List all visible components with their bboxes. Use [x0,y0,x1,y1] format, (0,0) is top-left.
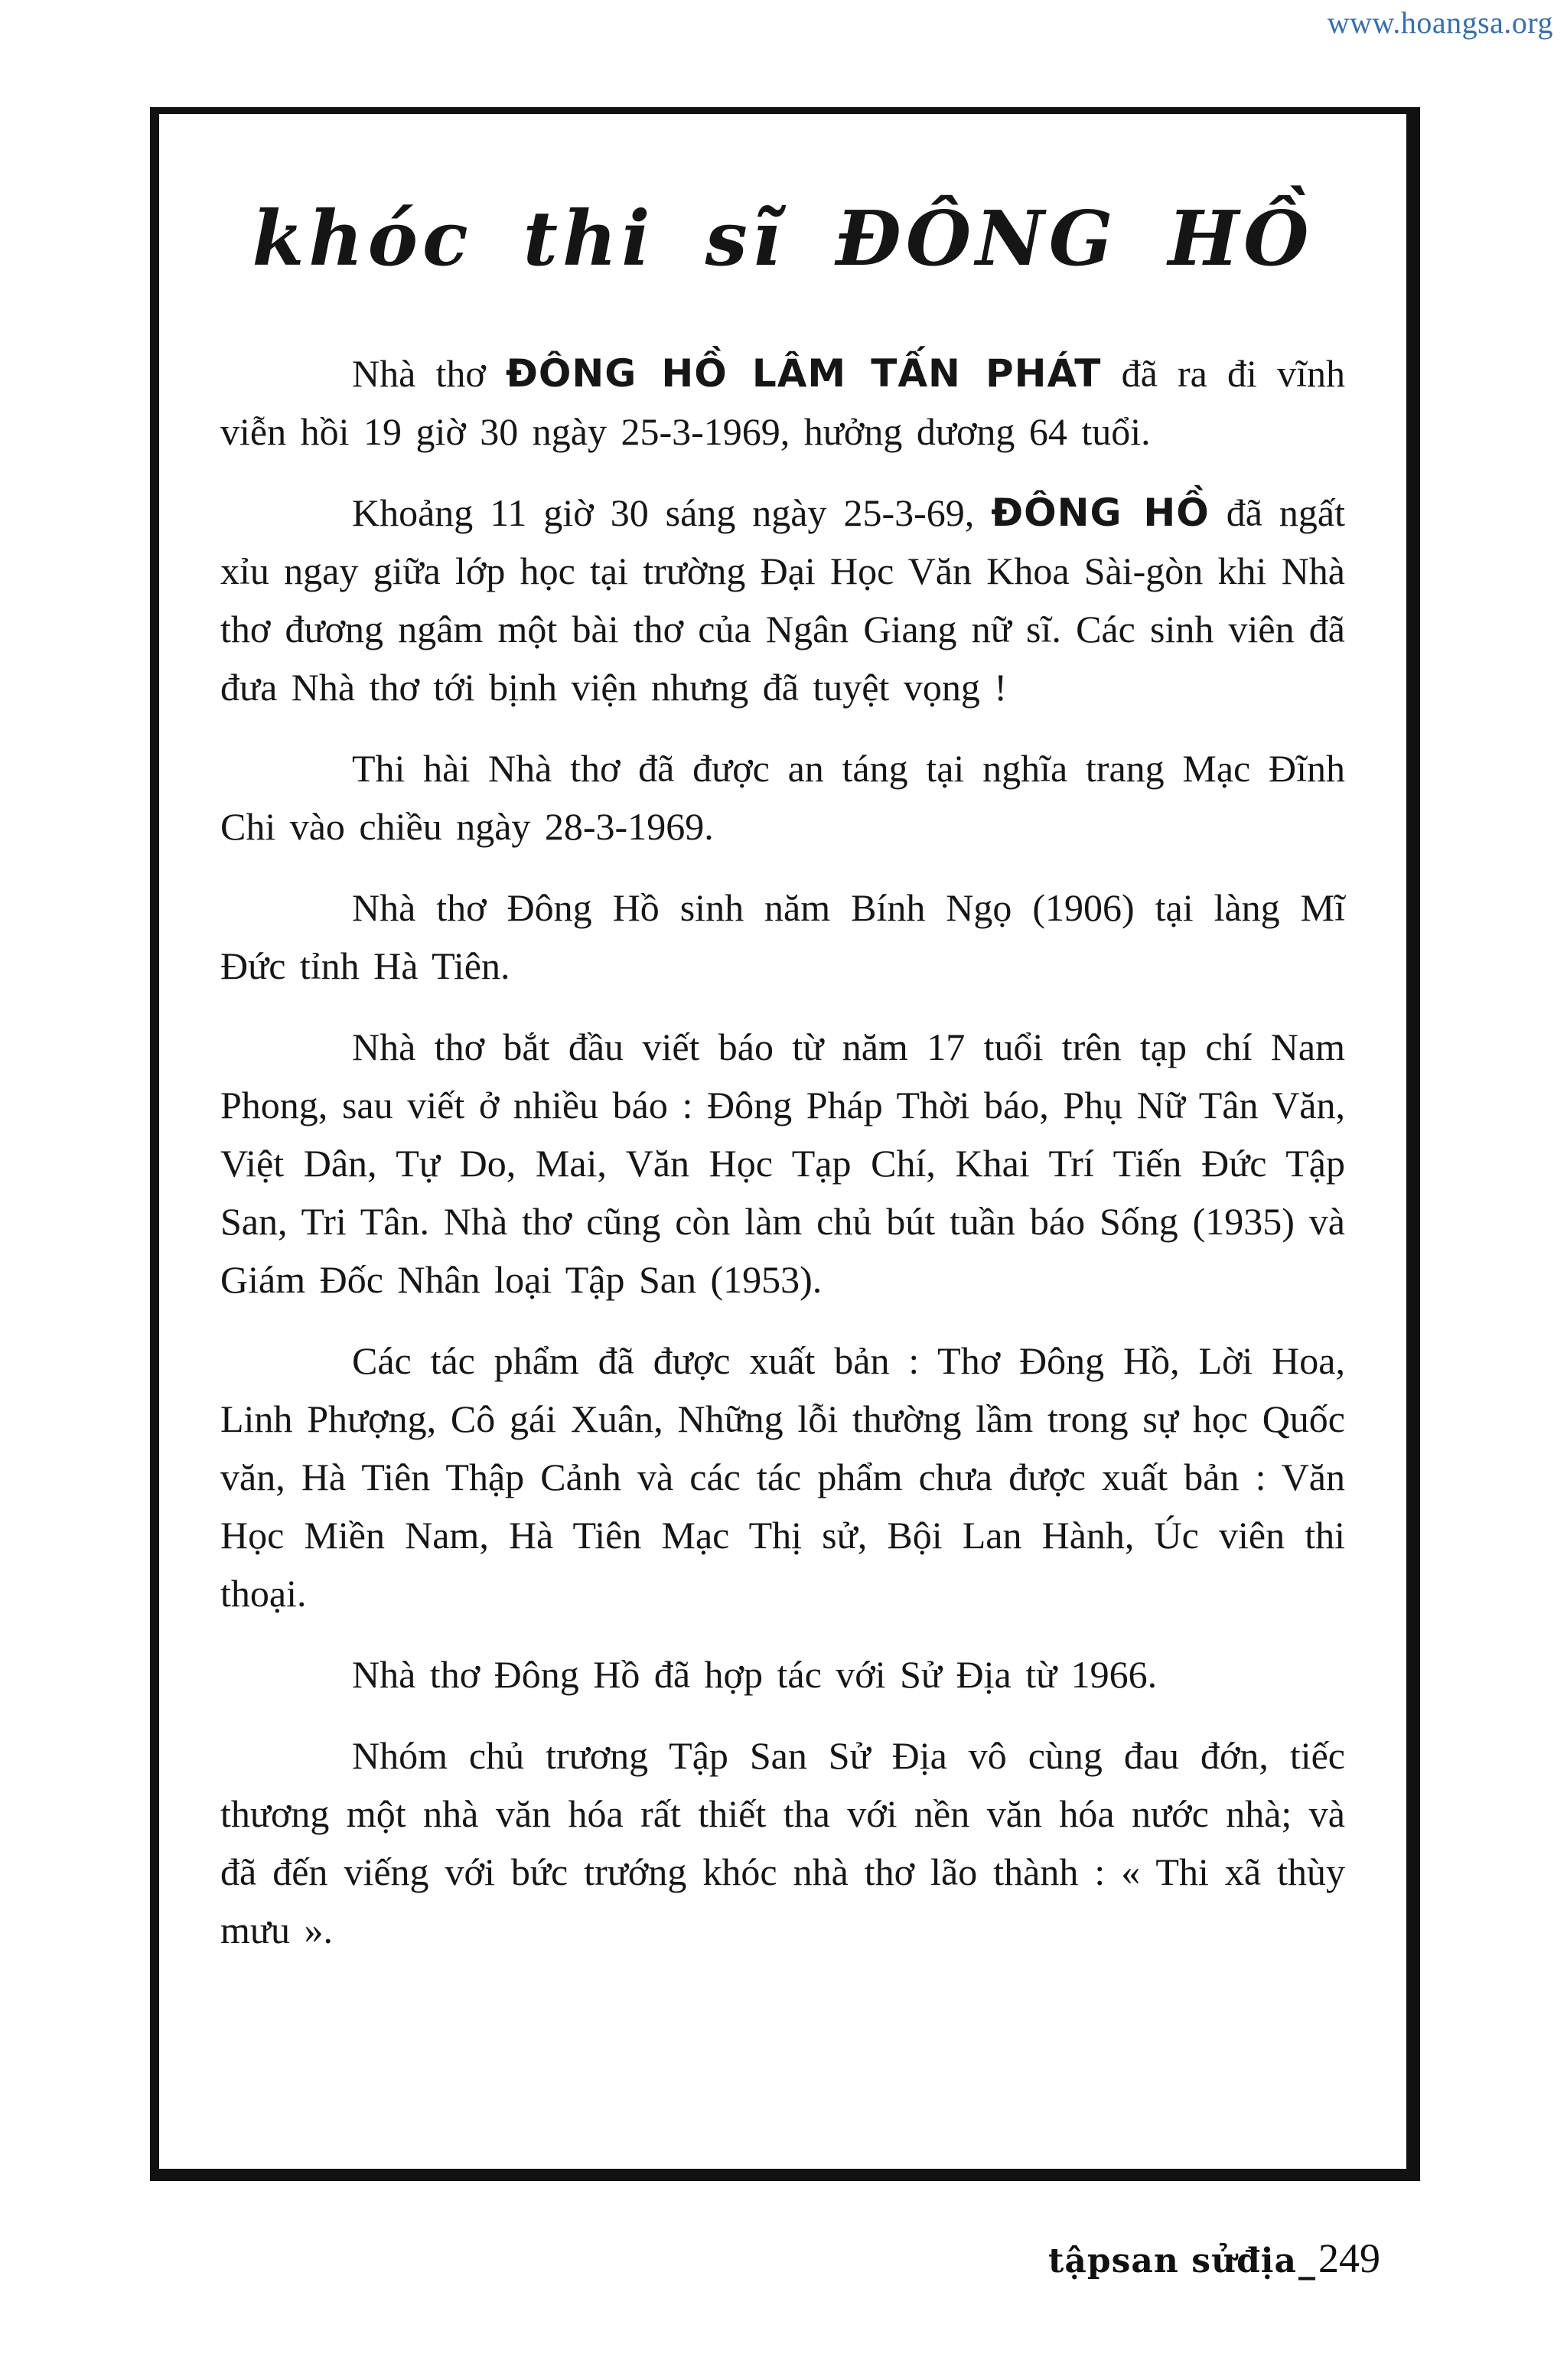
paragraph-text: Khoảng 11 giờ 30 sáng ngày 25-3-69, [352,491,992,534]
article-title: khóc thi sĩ ĐÔNG HỒ [252,195,1314,283]
article-body [220,344,1345,1959]
paragraph-collaboration: Nhà thơ Đông Hồ đã hợp tác với Sử Địa từ 1966. [352,1653,1158,1696]
paragraph-death-announcement [220,344,1345,461]
paragraph-text: Nhà thơ [352,352,507,395]
paragraph-burial: Thi hài Nhà thơ đã được an táng tại nghĩa trang Mạc Đĩnh Chi vào chiều ngày 28-3-1969. [220,747,1345,848]
paragraph-career: Nhà thơ bắt đầu viết báo từ năm 17 tuổi trên tạp chí Nam Phong, sau viết ở nhiều báo : Đông Pháp Thời báo, Phụ Nữ Tân Văn, Việt Dân, Tự Do, Mai, Văn Học Tạp Chí, Khai Trí Tiến Đức Tập San, Tri Tân. Nhà thơ cũng còn làm chủ bút tuần báo Sống (1935) và Giám Đốc Nhân loại Tập San (1953). [220,1025,1345,1301]
poet-full-name: ĐÔNG HỒ LÂM TẤN PHÁT [506,351,1102,396]
footer-separator: _ [1298,2241,1315,2281]
paragraph-collapse [220,484,1345,716]
paragraph-text: đã ra đi vĩnh viễn hồi 19 giờ 30 ngày 25-3-1969, hưởng dương 64 tuổi. [220,352,1345,453]
article-content [220,114,1345,1982]
article-frame [150,107,1420,2181]
site-url-link[interactable]: www.hoangsa.org [1327,5,1553,40]
poet-name: ĐÔNG HỒ [991,491,1210,535]
paragraph-condolence: Nhóm chủ trương Tập San Sử Địa vô cùng đau đớn, tiếc thương một nhà văn hóa rất thiết tha với nền văn hóa nước nhà; và đã đến viếng với bức trướng khóc nhà thơ lão thành : « Thi xã thùy mưu ». [220,1734,1345,1951]
paragraph-works: Các tác phẩm đã được xuất bản : Thơ Đông Hồ, Lời Hoa, Linh Phượng, Cô gái Xuân, Những lỗi thường lầm trong sự học Quốc văn, Hà Tiên Thập Cảnh và các tác phẩm chưa được xuất bản : Văn Học Miền Nam, Hà Tiên Mạc Thị sử, Bội Lan Hành, Úc viên thi thoại. [220,1339,1345,1615]
page-footer [1048,2235,1380,2282]
publication-name: tậpsan sửđịa [1048,2241,1297,2281]
paragraph-text: đã ngất xỉu ngay giữa lớp học tại trường Đại Học Văn Khoa Sài-gòn khi Nhà thơ đương ngâm một bài thơ của Ngân Giang nữ sĩ. Các sinh viên đã đưa Nhà thơ tới bịnh viện nhưng đã tuyệt vọng ! [220,491,1346,709]
page-number: 249 [1318,2235,1380,2281]
paragraph-birth: Nhà thơ Đông Hồ sinh năm Bính Ngọ (1906) tại làng Mĩ Đức tỉnh Hà Tiên. [220,886,1345,987]
